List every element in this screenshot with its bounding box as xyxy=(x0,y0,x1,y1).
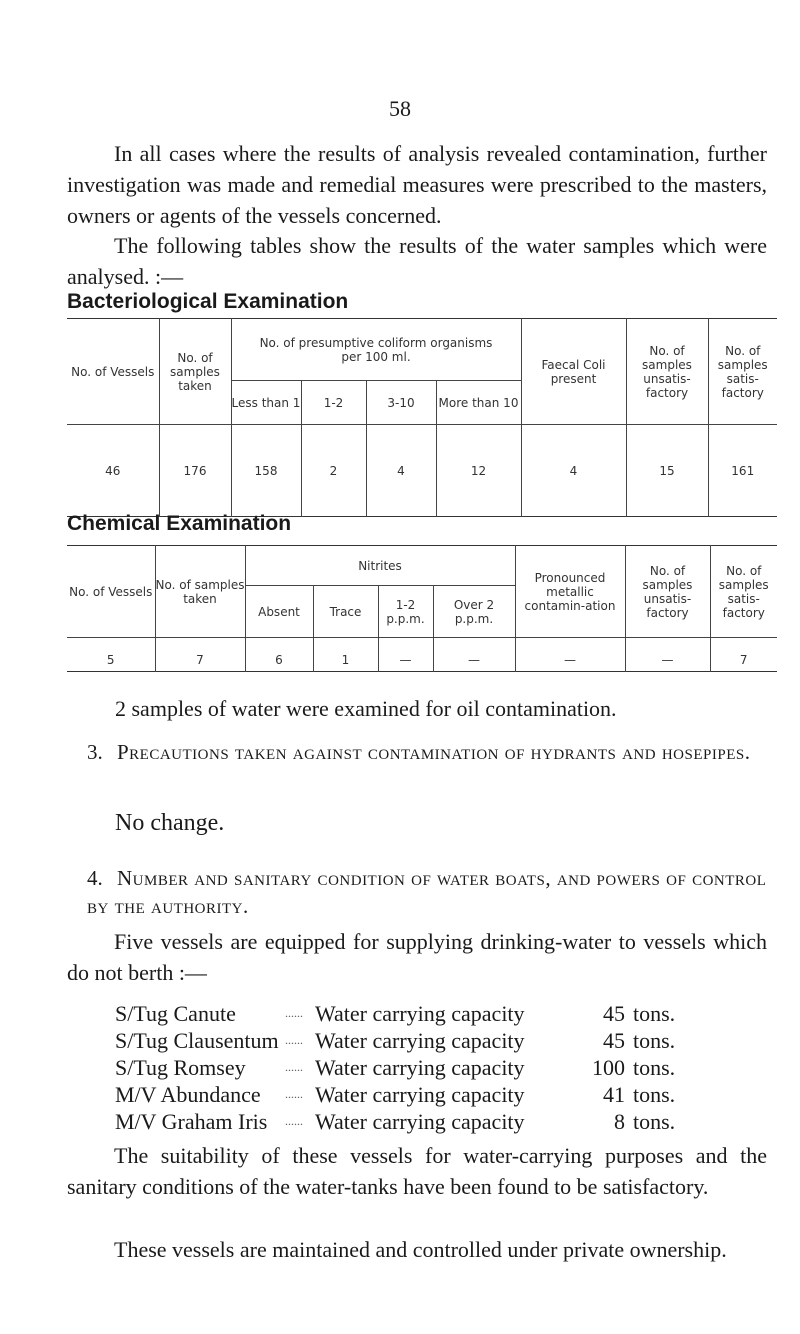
list-item xyxy=(115,1000,775,1027)
chem-sub-1-2-ppm: 1-2 p.p.m. xyxy=(378,586,433,638)
intro-paragraph-1: In all cases where the results of analysis revealed contamination, further investigation was made and remedial measures were prescribed to the masters, owners or agents of the vessels concerned. xyxy=(67,141,767,228)
vessel-capacity: 8 xyxy=(614,1109,625,1134)
intro-paragraph-2: The following tables show the results of the water samples which were analysed. :— xyxy=(67,233,767,289)
list-item xyxy=(115,1108,775,1135)
chem-sub-absent: Absent xyxy=(245,586,313,638)
bacteriological-table xyxy=(67,318,777,517)
chem-header-unsatisfactory: No. of samples unsatis-factory xyxy=(625,546,710,638)
leader-dots: ...... xyxy=(285,1087,303,1101)
chem-cell-unsatisfactory: — xyxy=(625,638,710,672)
vessel-unit: tons. xyxy=(633,1001,676,1026)
water-boat-list xyxy=(115,1000,775,1135)
bact-cell-unsatisfactory: 15 xyxy=(626,425,708,517)
chem-header-samples: No. of samples taken xyxy=(155,546,245,638)
chem-cell-samples: 7 xyxy=(155,638,245,672)
bacteriological-heading: Bacteriological Examination xyxy=(67,290,349,313)
oil-contamination-note: 2 samples of water were examined for oil contamination. xyxy=(115,696,617,721)
vessel-name: M/V Abundance xyxy=(115,1082,261,1107)
chem-cell-satisfactory: 7 xyxy=(710,638,777,672)
vessel-capacity: 45 xyxy=(603,1001,625,1026)
chem-cell-vessels: 5 xyxy=(106,653,115,667)
bact-cell-1-2: 2 xyxy=(301,425,366,517)
vessel-description: Water carrying capacity xyxy=(315,1082,525,1107)
vessel-capacity: 41 xyxy=(603,1082,625,1107)
page-number: 58 xyxy=(389,96,411,121)
leader-dots: ...... xyxy=(285,1006,303,1020)
bact-cell-satisfactory: 161 xyxy=(708,425,777,517)
bact-header-vessels: No. of Vessels xyxy=(67,319,159,425)
list-item xyxy=(115,1054,775,1081)
vessel-name: S/Tug Clausentum xyxy=(115,1028,279,1053)
bact-sub-more-than-10: More than 10 xyxy=(436,381,521,425)
section-3-heading xyxy=(87,738,777,766)
chem-sub-over-2-ppm: Over 2 p.p.m. xyxy=(433,586,515,638)
leader-dots: ...... xyxy=(285,1033,303,1047)
chem-header-metallic: Pronounced metallic contamin-ation xyxy=(515,546,625,638)
section-4-number: 4. xyxy=(87,866,103,890)
chem-sub-trace: Trace xyxy=(313,586,378,638)
vessel-description: Water carrying capacity xyxy=(315,1001,525,1026)
vessel-unit: tons. xyxy=(633,1109,676,1134)
vessel-capacity: 45 xyxy=(603,1028,625,1053)
ownership-paragraph: These vessels are maintained and controlled under private ownership. xyxy=(114,1237,727,1262)
chem-cell-trace: 1 xyxy=(313,638,378,672)
section-4-heading xyxy=(87,864,777,920)
bact-header-coliform: No. of presumptive coliform organisms per 100 ml. xyxy=(231,319,521,381)
bact-sub-less-than-1: Less than 1 xyxy=(231,381,301,425)
vessel-unit: tons. xyxy=(633,1082,676,1107)
bact-cell-less-than-1: 158 xyxy=(231,425,301,517)
vessel-name: M/V Graham Iris xyxy=(115,1109,268,1134)
vessel-name: S/Tug Canute xyxy=(115,1001,236,1026)
chem-header-satisfactory: No. of samples satis-factory xyxy=(710,546,777,638)
vessel-description: Water carrying capacity xyxy=(315,1109,525,1134)
vessel-unit: tons. xyxy=(633,1055,676,1080)
section-4-title: Number and sanitary condition of water boats, and powers of control by the authority. xyxy=(87,866,767,918)
bact-header-faecal: Faecal Coli present xyxy=(521,319,626,425)
chem-header-vessels: No. of Vessels xyxy=(67,546,155,638)
bact-cell-samples: 176 xyxy=(159,425,231,517)
chem-cell-absent: 6 xyxy=(245,638,313,672)
vessel-capacity: 100 xyxy=(592,1055,625,1080)
suitability-paragraph: The suitability of these vessels for water-carrying purposes and the sanitary conditions of the water-tanks have been found to be satisfactory. xyxy=(67,1143,767,1199)
chemical-table xyxy=(67,545,777,672)
list-item xyxy=(115,1027,775,1054)
bact-header-satisfactory: No. of samples satis-factory xyxy=(708,319,777,425)
bact-header-unsatisfactory: No. of samples unsatis-factory xyxy=(626,319,708,425)
bact-cell-vessels: 46 xyxy=(105,463,121,478)
bact-sub-1-2: 1-2 xyxy=(301,381,366,425)
leader-dots: ...... xyxy=(285,1060,303,1074)
bact-cell-3-10: 4 xyxy=(366,425,436,517)
chemical-heading: Chemical Examination xyxy=(67,512,292,535)
vessel-name: S/Tug Romsey xyxy=(115,1055,246,1080)
bact-header-samples: No. of samples taken xyxy=(159,319,231,425)
bact-sub-3-10: 3-10 xyxy=(366,381,436,425)
bact-cell-more-than-10: 12 xyxy=(436,425,521,517)
section-3-body: No change. xyxy=(115,810,225,836)
bact-cell-faecal: 4 xyxy=(521,425,626,517)
section-3-title: Precautions taken against contamination of hydrants and hosepipes. xyxy=(117,740,751,764)
vessel-description: Water carrying capacity xyxy=(315,1055,525,1080)
chem-header-nitrites: Nitrites xyxy=(245,546,515,586)
vessel-unit: tons. xyxy=(633,1028,676,1053)
chem-cell-over-2-ppm: — xyxy=(433,638,515,672)
vessel-description: Water carrying capacity xyxy=(315,1028,525,1053)
chem-cell-metallic: — xyxy=(515,638,625,672)
section-3-number: 3. xyxy=(87,740,103,764)
leader-dots: ...... xyxy=(285,1114,303,1128)
section-4-intro: Five vessels are equipped for supplying drinking-water to vessels which do not berth :— xyxy=(67,929,767,985)
list-item xyxy=(115,1081,775,1108)
chem-cell-1-2-ppm: — xyxy=(378,638,433,672)
